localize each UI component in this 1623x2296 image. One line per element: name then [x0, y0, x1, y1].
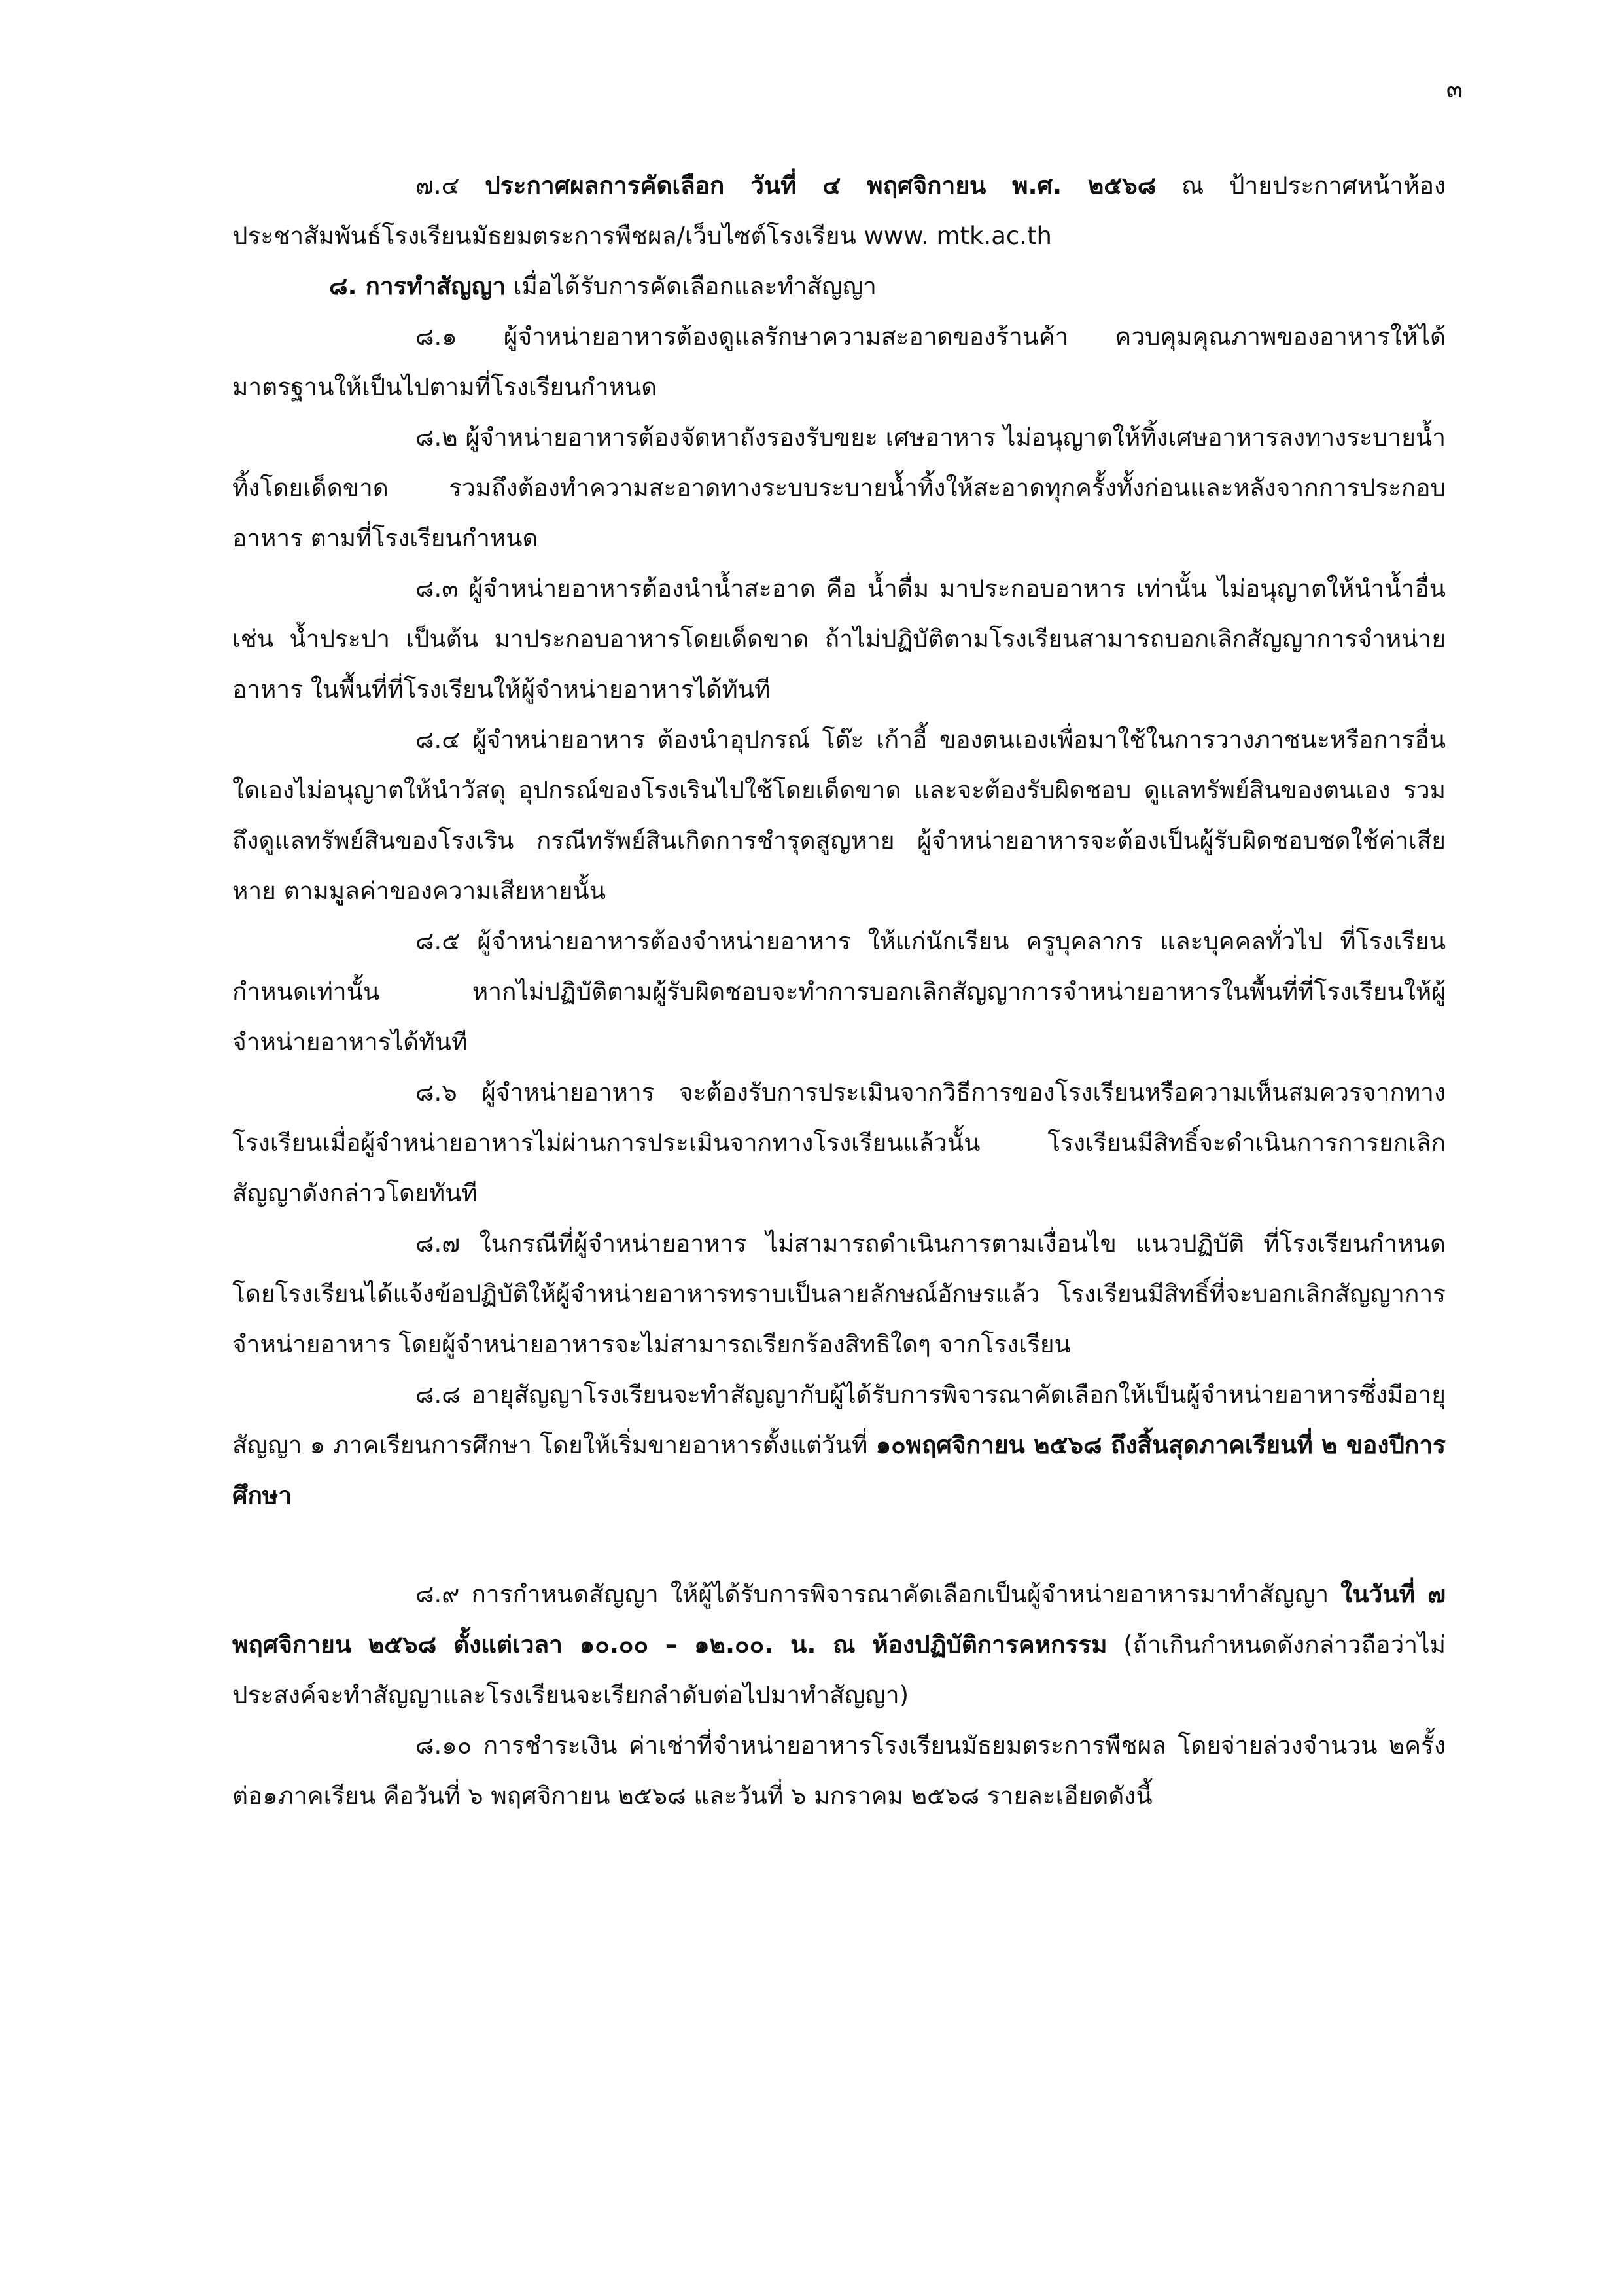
paragraph-7-4-number: ๗.๔: [415, 171, 460, 200]
section-8-heading-line: [232, 261, 1446, 311]
paragraph-8-5: ๘.๕ ผู้จำหน่ายอาหารต้องจำหน่ายอาหาร ให้แก่นักเรียน ครูบุคลากร และบุคคลทั่วไป ที่โรงเรียนกำหนดเท่านั้น หากไม่ปฏิบัติตามผู้รับผิดชอบจะทำการบอกเลิกสัญญาการจำหน่ายอาหารในพื้นที่ที่โรงเรียนให้ผู้จำหน่ายอาหารได้ทันที: [232, 927, 1446, 1056]
paragraph-8-9-text: ๘.๙ การกำหนดสัญญา ให้ผู้ได้รับการพิจารณาคัดเลือกเป็นผู้จำหน่ายอาหารมาทำสัญญา: [415, 1580, 1341, 1608]
page-number: ๓: [1446, 75, 1463, 103]
paragraph-8-9-date: ในวันที่ ๗ พฤศจิกายน ๒๕๖๘ ตั้งแต่เวลา ๑๐.๐๐ – ๑๒.๐๐. น. ณ ห้องปฏิบัติการคหกรรม: [232, 1580, 1446, 1659]
paragraph-8-2: ๘.๒ ผู้จำหน่ายอาหารต้องจัดหาถังรองรับขยะ เศษอาหาร ไม่อนุญาตให้ทิ้งเศษอาหารลงทางระบายน้ำทิ้งโดยเด็ดขาด รวมถึงต้องทำความสะอาดทางระบบระบายน้ำทิ้งให้สะอาดทุกครั้งทั้งก่อนและหลังจากการประกอบอาหาร ตามที่โรงเรียนกำหนด: [232, 423, 1446, 552]
paragraph-8-8-term: ๑๐พฤศจิกายน ๒๕๖๘ ถึงสิ้นสุดภาคเรียนที่ ๒ ของปีการศึกษา: [232, 1431, 1446, 1510]
section-8-heading: ๘. การทำสัญญา: [329, 272, 506, 300]
paragraph-8-3: ๘.๓ ผู้จำหน่ายอาหารต้องนำน้ำสะอาด คือ น้ำดื่ม มาประกอบอาหาร เท่านั้น ไม่อนุญาตให้นำน้ำอื่นเช่น น้ำประปา เป็นต้น มาประกอบอาหารโดยเด็ดขาด ถ้าไม่ปฏิบัติตามโรงเรียนสามารถบอกเลิกสัญญาการจำหน่ายอาหาร ในพื้นที่ที่โรงเรียนให้ผู้จำหน่ายอาหารได้ทันที: [232, 574, 1446, 703]
paragraph-7-4-announcement: ประกาศผลการคัดเลือก วันที่ ๔ พฤศจิกายน พ.ศ. ๒๕๖๘: [485, 171, 1157, 200]
paragraph-8-9: [232, 1569, 1446, 1720]
paragraph-8-10: ๘.๑๐ การชำระเงิน ค่าเช่าที่จำหน่ายอาหารโรงเรียนมัธยมตระการพืชผล โดยจ่ายล่วงจำนวน ๒ครั้งต่อ๑ภาคเรียน คือวันที่ ๖ พฤศจิกายน ๒๕๖๘ และวันที่ ๖ มกราคม ๒๕๖๘ รายละเอียดดังนี้: [232, 1731, 1446, 1810]
paragraph-8-8-text: ๘.๘ อายุสัญญาโรงเรียนจะทำสัญญากับผู้ได้รับการพิจารณาคัดเลือกให้เป็นผู้จำหน่ายอาหารซึ่งมีอายุสัญญา ๑ ภาคเรียนการศึกษา โดยให้เริ่มขายอาหารตั้งแต่วันที่: [232, 1381, 1446, 1459]
paragraph-8-8: [232, 1369, 1446, 1521]
paragraph-8-4: ๘.๔ ผู้จำหน่ายอาหาร ต้องนำอุปกรณ์ โต๊ะ เก้าอี้ ของตนเองเพื่อมาใช้ในการวางภาชนะหรือการอื่นใดเองไม่อนุญาตให้นำวัสดุ อุปกรณ์ของโรงเรินไปใช้โดยเด็ดขาด และจะต้องรับผิดชอบ ดูแลทรัพย์สินของตนเอง รวมถึงดูแลทรัพย์สินของโรงเริน กรณีทรัพย์สินเกิดการชำรุดสูญหาย ผู้จำหน่ายอาหารจะต้องเป็นผู้รับผิดชอบชดใช้ค่าเสียหาย ตามมูลค่าของความเสียหายนั้น: [232, 726, 1446, 905]
paragraph-7-4-text: ณ ป้ายประกาศหน้าห้องประชาสัมพันธ์โรงเรียนมัธยมตระการพืชผล/เว็บไซต์โรงเรียน www. mtk.ac.th: [232, 171, 1446, 250]
paragraph-7-4: [232, 160, 1446, 261]
paragraph-8-6: ๘.๖ ผู้จำหน่ายอาหาร จะต้องรับการประเมินจากวิธีการของโรงเรียนหรือความเห็นสมควรจากทางโรงเรียนเมื่อผู้จำหน่ายอาหารไม่ผ่านการประเมินจากทางโรงเรียนแล้วนั้น โรงเรียนมีสิทธิ์จะดำเนินการการยกเลิกสัญญาดังกล่าวโดยทันที: [232, 1078, 1446, 1207]
section-8-intro: เมื่อได้รับการคัดเลือกและทำสัญญา: [506, 272, 877, 300]
paragraph-8-7: ๘.๗ ในกรณีที่ผู้จำหน่ายอาหาร ไม่สามารถดำเนินการตามเงื่อนไข แนวปฏิบัติ ที่โรงเรียนกำหนด โดยโรงเรียนได้แจ้งข้อปฏิบัติให้ผู้จำหน่ายอาหารทราบเป็นลายลักษณ์อักษรแล้ว โรงเรียนมีสิทธิ์ที่จะบอกเลิกสัญญาการจำหน่ายอาหาร โดยผู้จำหน่ายอาหารจะไม่สามารถเรียกร้องสิทธิใดๆ จากโรงเรียน: [232, 1229, 1446, 1358]
document-body: [232, 160, 1446, 1821]
paragraph-8-1: ๘.๑ ผู้จำหน่ายอาหารต้องดูแลรักษาความสะอาดของร้านค้า ควบคุมคุณภาพของอาหารให้ได้มาตรฐานให้เป็นไปตามที่โรงเรียนกำหนด: [232, 323, 1446, 401]
paragraph-8-9-note: (ถ้าเกินกำหนดดังกล่าวถือว่าไม่ประสงค์จะทำสัญญาและโรงเรียนจะเรียกลำดับต่อไปมาทำสัญญา): [232, 1631, 1446, 1709]
paragraph-spacer: [232, 1521, 1446, 1569]
